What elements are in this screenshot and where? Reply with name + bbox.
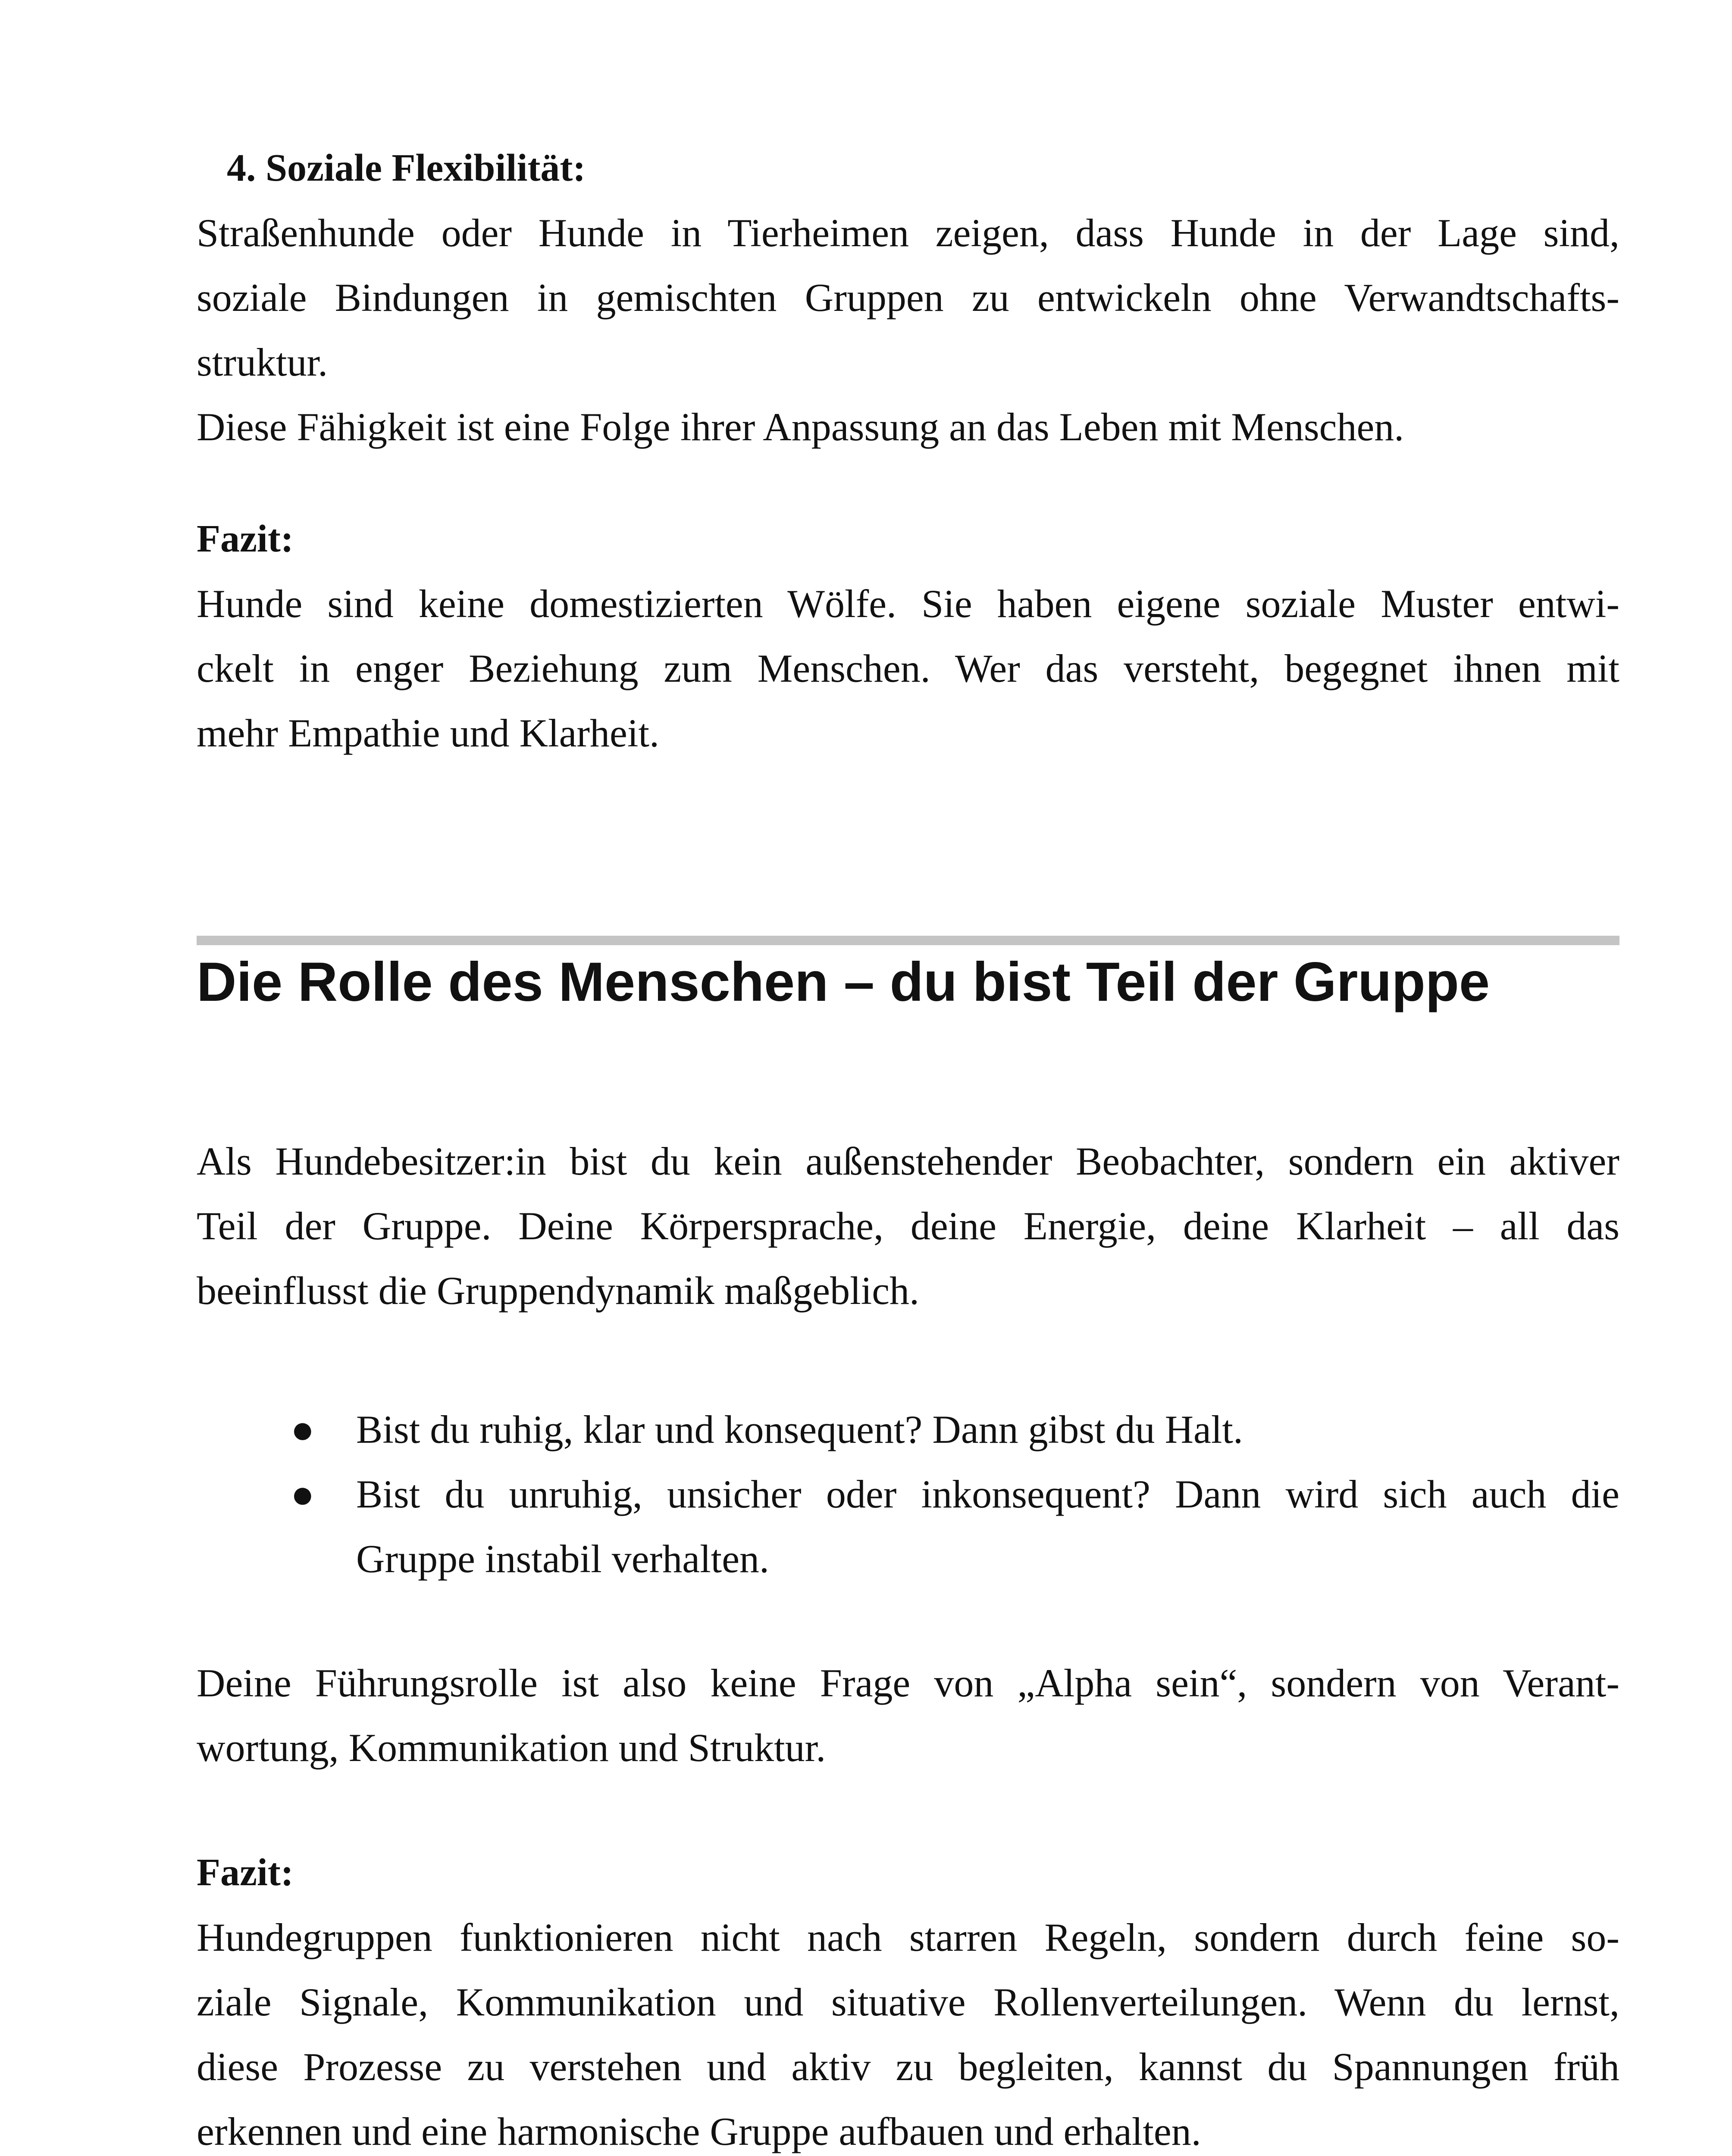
bullet-icon: ● [291, 1472, 315, 1516]
section-soziale-flexibilitaet [197, 136, 1619, 459]
fazit-label: Fazit: [197, 517, 294, 560]
text-line: ziale Signale, Kommunikation und situative Rollenverteilungen. Wenn du lernst, [197, 1980, 1619, 2024]
text-line: ckelt in enger Beziehung zum Menschen. Wer das versteht, begegnet ihnen mit [197, 646, 1619, 690]
text-line: Bist du ruhig, klar und konsequent? Dann gibst du Halt. [356, 1407, 1243, 1451]
fazit-block-1 [197, 507, 1619, 765]
text-line: wortung, Kommunikation und Struktur. [197, 1726, 826, 1770]
list-item [197, 1397, 1619, 1462]
text-line: Gruppe instabil verhalten. [356, 1537, 770, 1581]
fazit-paragraph [197, 1905, 1619, 2156]
text-line: Diese Fähigkeit ist eine Folge ihrer Anpassung an das Leben mit Menschen. [197, 405, 1404, 449]
fazit-label: Fazit: [197, 1851, 294, 1894]
paragraph [197, 1651, 1619, 1780]
text-line: Straßenhunde oder Hunde in Tierheimen zeigen, dass Hunde in der Lage sind, [197, 211, 1619, 255]
text-line: diese Prozesse zu verstehen und aktiv zu begleiten, kannst du Spannungen früh [197, 2045, 1619, 2089]
text-line: Teil der Gruppe. Deine Körpersprache, deine Energie, deine Klarheit – all das [197, 1204, 1619, 1248]
text-line: Hunde sind keine domestizierten Wölfe. Sie haben eigene soziale Muster entwi- [197, 582, 1619, 626]
fazit-paragraph [197, 571, 1619, 765]
text-line: Hundegruppen funktionieren nicht nach starren Regeln, sondern durch feine so- [197, 1915, 1619, 1959]
chapter-intro [197, 1129, 1619, 1323]
intro-paragraph [197, 1129, 1619, 1323]
text-line: erkennen und eine harmonische Gruppe aufbauen und erhalten. [197, 2109, 1201, 2153]
text-line: soziale Bindungen in gemischten Gruppen zu entwickeln ohne Verwandtschafts- [197, 276, 1619, 320]
chapter-title: Die Rolle des Menschen – du bist Teil der Gruppe [197, 951, 1490, 1013]
list-item [197, 1462, 1619, 1591]
text-line: beeinflusst die Gruppendynamik maßgeblich. [197, 1269, 920, 1313]
text-line: Deine Führungsrolle ist also keine Frage von „Alpha sein“, sondern von Verant- [197, 1661, 1619, 1705]
bullet-list [197, 1397, 1619, 1591]
text-line: mehr Empathie und Klarheit. [197, 711, 660, 755]
text-line: struktur. [197, 340, 328, 384]
text-line: Als Hundebesitzer:in bist du kein außenstehender Beobachter, sondern ein aktiver [197, 1139, 1619, 1183]
bullet-icon: ● [291, 1407, 315, 1451]
section-paragraph [197, 201, 1619, 459]
leadership-paragraph [197, 1651, 1619, 1780]
fazit-block-2 [197, 1840, 1619, 2156]
section-heading: 4. Soziale Flexibilität: [227, 147, 586, 189]
text-line: Bist du unruhig, unsicher oder inkonsequent? Dann wird sich auch die [356, 1472, 1619, 1516]
